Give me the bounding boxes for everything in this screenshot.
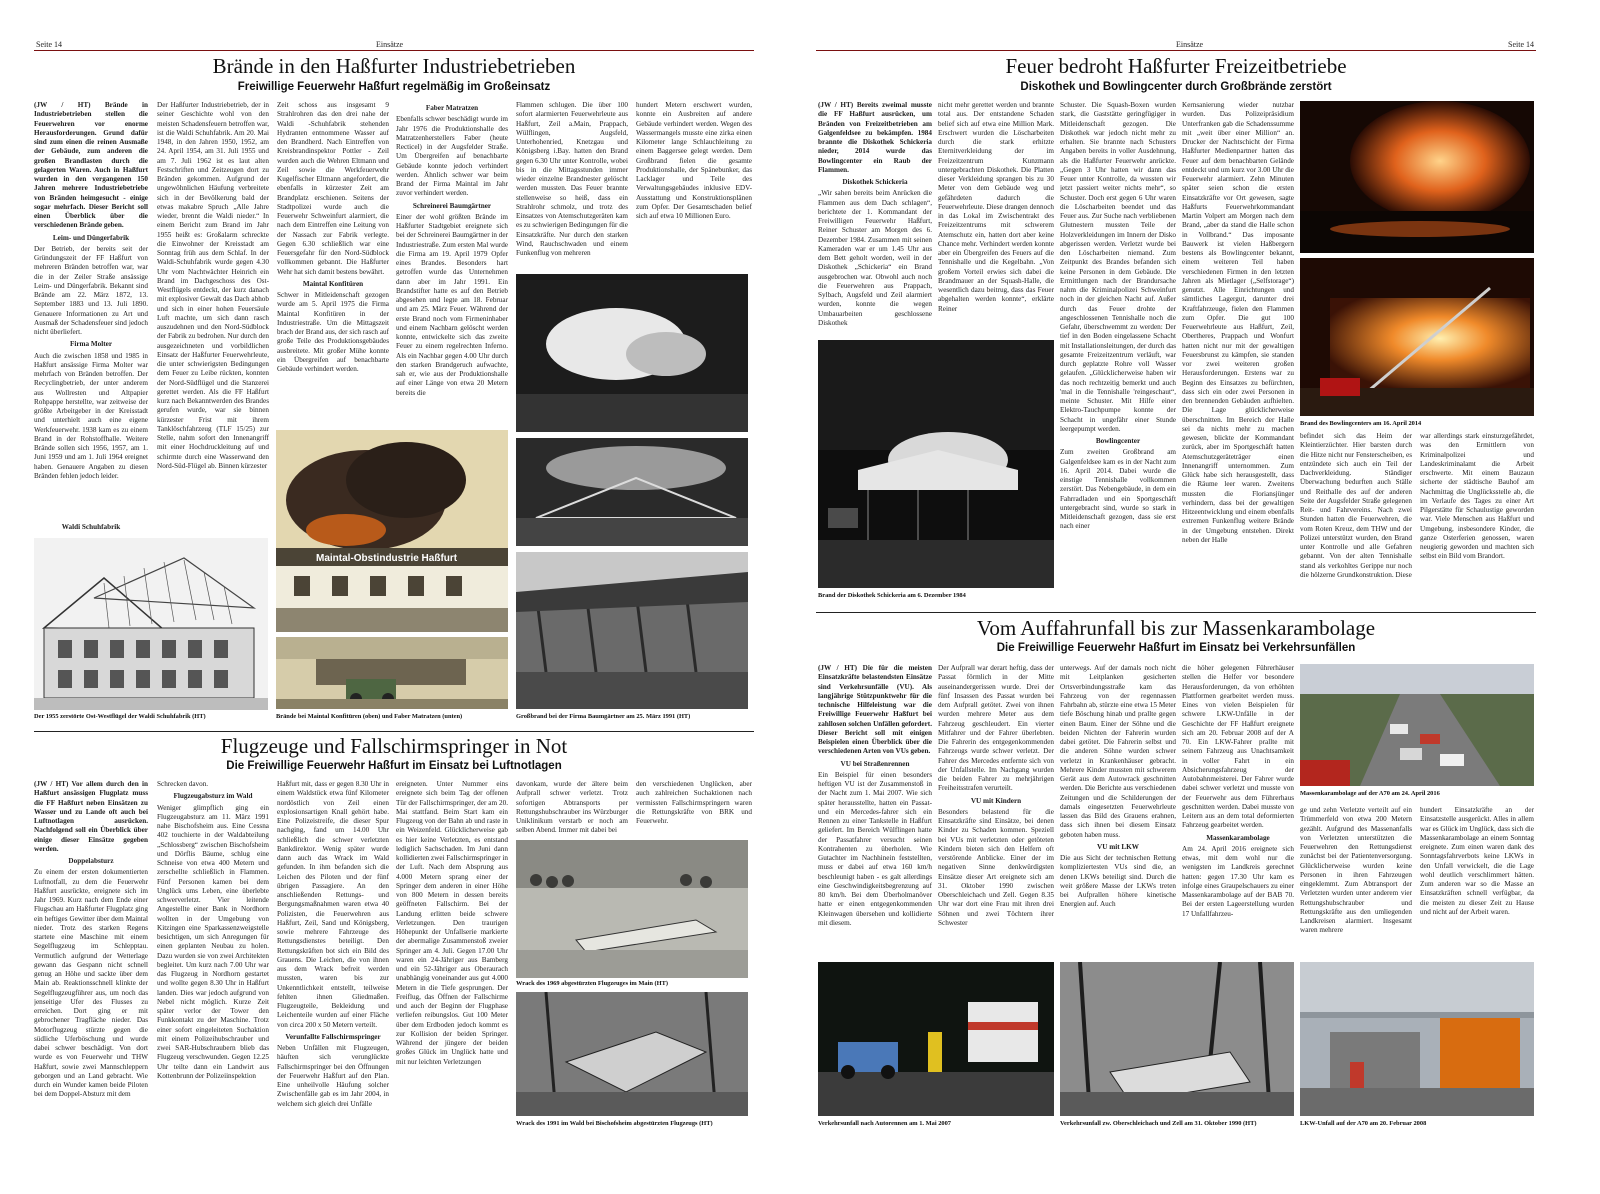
article-lead: (JW / HT) Bereits zweimal musste die FF Haßfurt ausrücken, um Bränden von Freizeitbetrieben am Galgenfeldsee zu bekämpfen. 1984 brannte die Diskothek Schickeria nieder, 2014 wurde das Bowlingcenter ein Raub der Flammen. — [818, 101, 932, 174]
paragraph: Der Betrieb, der bereits seit der Gründungszeit der FF Haßfurt von mehreren Bränden betroffen war, war die in der Zeiler Straße ansässige Leim- und Düngerfabrik. Bekannt sind Brände am 22. März 1872, 13. September 1883 und 13. Juli 1890. Genauere Informationen zu Art und Ausmaß der Schadensfeuer sind jedoch nicht überliefert. — [34, 244, 148, 336]
article-column — [1420, 432, 1534, 602]
article-column — [277, 101, 389, 423]
page-number: Seite 14 — [36, 40, 62, 49]
page-number: Seite 14 — [1508, 40, 1534, 49]
paragraph: die höher gelegenen Führerhäuser stellen die Helfer vor besondere Herausforderungen, da von erhöhten Plattformen gearbeitet werden muss. Eines von vielen Beispielen für schwere LKW-Unfälle in der Geschichte der FF Haßfurt ereignete sich am 20. Februar 2008 auf der A 70. Ein LKW-Fahrer prallte mit seinem Fahrzeug aus Unachtsamkeit in voller Fahrt in ein Absicherungsfahrzeug der Autobahnmeisterei. Der Fahrer wurde dabei schwer verletzt und musste von der Feuerwehr aus dem Führerhaus geschnitten werden. Dabei musste von Leitern aus an dem total deformierten Fahrzeug gearbeitet werden. — [1182, 664, 1294, 830]
article-column — [818, 101, 932, 333]
paragraph: Einer der wohl größten Brände im Haßfurter Stadtgebiet ereignete sich bei der Schreinerei Baumgärtner in der Industriestraße. Zum ersten Mal wurde die Firma am 19. April 1979 Opfer eines Brandes. Besonders hart getroffen wurde das Unternehmen dann aber im Jahr 1991. Ein Brandstifter hatte es auf den Betrieb abgesehen und legte am 18. Februar und am 25. März Feuer. Während der erste Brand noch vom Firmeninhaber und einem Nachbarn gelöscht werden konnte, entwickelte sich das zweite Feuer zu einem regelrechten Inferno. Als ein Nachbar gegen 4.00 Uhr durch den starken Brandgeruch aufwachte, sah er, wie aus der Produktionshalle auf einer Länge von etwa 20 Metern bereits die — [396, 212, 508, 397]
paragraph: davonkam, wurde der ältere beim Aufprall schwer verletzt. Trotz sofortigen Abtransports per Rettungshubschrauber ins Würzburger Uniklinikum verstarb er noch am selben Abend. Immer mit dabei bei — [516, 780, 628, 835]
article-column — [636, 780, 752, 836]
paragraph: Kernsanierung wieder nutzbar wurden. Das Polizeipräsidium Unterfranken gab die Schadenssumme mit „weit über einer Million“ an. Drucker der Nachtschicht der Firma Haßfurter Medienpartner hatten das Feuer auf dem benachbarten Gelände entdeckt und um kurz vor 3.00 Uhr die Feuerwehr alarmiert. Zehn Minuten später seien schon die ersten Einsatzkräfte vor Ort gewesen, sagte Haßfurts Feuerwehrkommandant Martin Volpert am Morgen nach dem Brand, „aber da stand die Halle schon in Vollbrand.“ Das imposante Bauwerk ist vielen Haßbergern bestens als Bowlingcenter bekannt, einem weiteren Teil haben verschiedenen Firmen in den letzten Jahren als Mietlager („Selfstorage“) genutzt. Alle Einrichtungen und sämtliches Lagergut, darunter drei Kraftfahrzeuge, fielen den Flammen zum Opfer. Die gut 100 Feuerwehrleute aus Haßfurt, Zeil, Obertheres, Prappach und Wonfurt hatten nicht nur mit der gewaltigen Feuersbrunst zu kämpfen, sie standen vor zwei weiteren großen Herausforderungen. Erstens war zu Beginn des Einsatzes zu befürchten, dass sich ein oder zwei Personen in den brennenden Gebäuden aufhielten. Die Lage glücklicherweise überschnitten. Im Bereich der Halle sei da nichts mehr zu machen gewesen, blickte der Kommandant zurück, aber im Sportgeschäft hatten Atemschutzgeräteträger einen Innenangriff unternommen. Zum Glück habe sich herausgestellt, dass die Räume leer waren. Zweitens mussten die Floriansjünger verhindern, dass bei der gewaltigen Hitzeentwicklung und einem ebenfalls extremen Funkenflug weitere Brände in der Umgebung entstehen. Direkt neben der Halle — [1182, 101, 1294, 544]
article-column — [1420, 806, 1534, 956]
article-lead: (JW / HT) Brände in Industriebetrieben stellen die Feuerwehren vor enorme Herausforderungen. Grund dafür sind zum einen die reinen Ausmaße der Gebäude, zum anderen die großen Brandlasten durch die gelagerten Waren. Auch in Haßfurt wurden in den vergangenen 150 Jahren mehrere Industriebetriebe von Bränden heimgesucht - einige sogar mehrfach. Dieser Bericht soll einen Überblick über die verschiedenen Brände geben. — [34, 101, 148, 230]
paragraph: Auch die zwischen 1858 und 1985 in Haßfurt ansässige Firma Molter war mehrfach von Bränden betroffen. Der Recyclingbetrieb, der unter anderem aus Wollresten und Altpapier Rohpappe herstellte, war zeitweise der größte Arbeitgeber in der Kreisstadt und unterhielt auch eine eigene Werkfeuerwehr. 1938 kam es zu einem Brand in der Rohstoffhalle. Weitere Brände sollen sich 1956, 1957, am 1. Juni 1959 und am 1. Juli 1964 ereignet haben. Genauere Angaben zu diesen Bränden fehlen jedoch leider. — [34, 351, 148, 480]
paragraph: Zeit schoss aus insgesamt 9 Strahlrohren das den drei nahe der Waldi -Schuhfabrik stehenden Hydranten entnommene Wasser auf den Brandherd. Nach Eintreffen von Kreisbrandinspektor Pottler - Zeil wurden auch die Wehren Eltmann und Zeil sowie die Werkfeuerwehr Kugelfischer Eltmann angefordert, die ebenfalls in kürzester Zeit am Brandplatz erschienen. Seitens der Stadtpolizei wurde auch die Feuerwehr Schweinfurt alarmiert, die nach dem Eintreffen eine Leitung von der Nassach zur Fabrik verlegte. Gegen 6.30 schließlich war eine Feuersgefahr für den Nord-Südblock vollkommen gebannt. Die Haßfurter Wehr hat sich damit bestens bewährt. — [277, 101, 389, 276]
subheading: VU mit LKW — [1097, 842, 1139, 851]
paragraph: den verschiedenen Unglücken, aber auch zahlreichen Suchaktionen nach vermissten Fallschirmspringern waren die Rettungskräfte von BRK und Feuerwehr. — [636, 780, 752, 825]
photo-caption: Massenkarambolage auf der A70 am 24. April 2016 — [1300, 790, 1440, 797]
article-column — [938, 664, 1054, 956]
subheading: Verunfallte Fallschirmspringer — [285, 1032, 381, 1041]
paragraph: ereigneten. Unter Nummer eins ereignete sich beim Tag der offenen Tür der Fallschirmspringer, der am 20. Mai stattfand. Beim Start kam ein Flugzeug von der Bahn ab und raste in ein Weizenfeld. Glücklicherweise gab es hier keine Verletzten, es entstand lediglich Sachschaden. Im Juni dann kollidierten zwei Fallschirmspringer in der Luft. Nach dem Absprung aus 4.000 Metern sprang einer der Springer dem anderen in einer Höhe von 800 Metern in dessen bereits geöffneten Fallschirm. Bei der Landung erlitten beide schwere Verletzungen. Den traurigen Höhepunkt der Unfallserie markierte der abermalige Zusammenstoß zweier Springer am 4. Juli. Gegen 17.00 Uhr waren ein 24-Jähriger aus Bamberg und ein 52-Jähriger aus Oberaurach unabhängig voneinander aus gut 4.000 Metern in die Tiefe gesprungen. Der Freiflug, das Öffnen der Fallschirme und auch der Beginn der Flugphase verliefen reibungslos. Gut 100 Meter über dem Erdboden jedoch kommt es zur Kollision der beiden Springer. Während der jüngere der beiden großes Glück im Unglück hatte und mit nur leichten Verletzungen — [396, 780, 508, 1066]
subheading: Faber Matratzen — [425, 104, 479, 112]
kinder-crash-photo — [1060, 962, 1294, 1116]
article-column — [1060, 664, 1176, 956]
paragraph: unterwegs. Auf der damals noch nicht mit Leitplanken gesicherten Ortsverbindungsstraße kam das Fahrzeug von der regennassen Fahrbahn ab, stürzte eine etwa 15 Meter tiefe Böschung hinab und prallte gegen einen Baum. Einer der Söhne und die beiden Nichten der Fahrerin wurden dabei getötet. Die Fahrerin selbst und die anderen Söhne wurden schwer verletzt in Krankenhäuser gebracht. Mehrere Kinder mussten mit schwerem Gerät aus dem Autowrack geschnitten werden. Die Berichte aus verschiedenen Zeitungen und die Schilderungen der damals eingesetzten Feuerwehrleute lassen das Bild des Grauens erahnen, dass sich ihnen bei diesem Einsatz geboten haben muss. — [1060, 664, 1176, 839]
baumgaertner-fire-photo-2 — [516, 438, 748, 546]
bowling-fire-photo-1 — [1300, 101, 1534, 253]
article-column — [34, 520, 148, 532]
paragraph: Der Haßfurter Industriebetrieb, der in seiner Geschichte wohl von den meisten Schadensfeuern betroffen war, ist die Waldi Schuhfabrik. Am 20. Mai 1948, in den Jahren 1950, 1952, am 24. April 1954, am 31. Juli 1955 und am 7. Juli 1962 ist es laut alten Festschriften und Zeitzeugen dort zu Bränden gekommen. Aufgrund der ungewöhnlichen Häufung verbreitete sich in der Bevölkerung bald der etwas makabre Spruch „Alle Jahre wieder, brennt die Waldi nieder.“ In einem Bericht zum Brand im Jahr 1955 heißt es: Großalarm schreckte die Einwohner der Kreisstadt am Sonntag früh aus dem Schlaf. In der Waldi-Schuhfabrik wurde gegen 4.30 Uhr vom Nachtwächter Heinrich ein Brand im Dachgeschoss des Ost-Westflügels entdeckt, der kurz danach mit explosiver Gewalt das Dach abhob und sich in einer hohen Feuersäule Luft machte, um sich dann rasch auszudehnen und den Nord-Südblock der Fabrik zu bedrohen. Nur durch den ausgezeichneten und vorbildlichen Einsatz der Haßfurter Feuerwehrleute, die unter schwierigsten Bedingungen dem Feuer zu Leibe rückten, konnten der Nord-Südflügel und die Stanzerei gerettet werden. Als die FF Haßfurt kurz nach Bekanntwerden des Brandes gerufen wurde, war sie binnen kürzester Frist mit ihrem Tanklöschfahrzeug (TLF 15/25) zur Stelle, nahm sofort den Innenangriff mit einer Hochdruckleitung auf und schirmte durch eine Wasserwand den Nord-Süd-Flügel ab. Binnen kürzester — [157, 101, 269, 470]
photo-caption: Brände bei Maintal Konfitüren (oben) und Faber Matratzen (unten) — [276, 713, 463, 720]
article-column — [818, 664, 932, 956]
photo-caption: Wrack des 1991 im Wald bei Bischofsheim abgestürzten Flugzeugs (HT) — [516, 1120, 713, 1127]
subheading: Diskothek Schickeria — [842, 178, 908, 186]
subheading: Waldi Schuhfabrik — [61, 523, 121, 531]
photo-caption: Verkehrsunfall nach Autorennen am 1. Mai 2007 — [818, 1120, 951, 1127]
faber-fire-photo — [276, 637, 508, 709]
photo-caption: LKW-Unfall auf der A70 am 20. Februar 2008 — [1300, 1120, 1427, 1127]
section-label: Einsätze — [376, 40, 404, 49]
article-column — [396, 101, 508, 423]
paragraph: Am 24. April 2016 ereignete sich etwas, mit dem wohl nur die wenigsten im Landkreis gerechnet hatten: gegen 17.30 Uhr kam es infolge eines Graupelschauers zu einer Massenkarambolage auf der BAB 70. Bei der ersten Lageerstellung wurden 17 Unfallfahrzeu- — [1182, 844, 1294, 918]
article-column — [938, 101, 1054, 333]
article-lead: (JW / HT) Die für die meisten Einsatzkräfte belastendsten Einsätze sind Verkehrsunfälle (VU). Als langjährige Stützpunktwehr für die technische Hilfeleistung war die Freiwillige Feuerwehr Haßfurt bei zahllosen solchen Unfällen gefordert. Dieser Bericht soll mit einigen Beispielen einen Überblick über die verschiedenen Arten von VUs geben. — [818, 664, 932, 756]
autorennen-crash-photo — [818, 962, 1054, 1116]
paragraph: „Wir sahen bereits beim Anrücken die Flammen aus dem Dach schlagen“, berichtete der 1. Kommandant der Freiwilligen Feuerwehr Haßfurt, Reiner Schuster am Morgen des 6. Dezember 1984. Zusammen mit seinen Kameraden war er um 1.45 Uhr aus dem Bett geholt worden, weil in der Diskothek „Schickeria“ ein Brand ausgebrochen war. Obwohl auch noch die Feuerwehren aus Prappach, Sylbach, Augsfeld und Zeil alarmiert wurden, konnte die wegen Umbauarbeiten geschlossene Diskothek — [818, 189, 932, 327]
paragraph: hundert Einsatzkräfte an der Einsatzstelle ausgerückt. Alles in allem war es Glück im Unglück, dass sich die Massenkarambolage an einem Sonntag ereignete. Zum einen waren dank des Sonntagsfahrverbots keine LKWs in den Unfall verwickelt, die die Lage wohl deutlich verschlimmert hätten. Zum anderen war so die Masse an Einsatzkräften schnell verfügbar, da die meisten zu dieser Zeit zu Hause und nicht auf der Arbeit waren. — [1420, 806, 1534, 916]
subheading: Massenkarambolage — [1206, 833, 1270, 842]
waldi-ruin-photo — [34, 538, 268, 710]
article-column — [157, 101, 269, 529]
photo-caption: Wrack des 1969 abgestürzten Flugzeuges im Main (HT) — [516, 980, 669, 987]
article-column — [1182, 664, 1294, 956]
subhead-industrie: Freiwillige Feuerwehr Haßfurt regelmäßig im Großeinsatz — [237, 81, 551, 93]
subheading: VU bei Straßenrennen — [840, 759, 910, 768]
article-lead: (JW / HT) Vor allem durch den in Haßfurt ansässigen Flugplatz muss die FF Haßfurt neben Einsätzen zu Wasser und zu Lande oft auch bei Luftnotlagen ausrücken. Nachfolgend soll ein Überblick über einige dieser Einsätze gegeben werden. — [34, 780, 148, 853]
paragraph: Der Aufprall war derart heftig, dass der Passat förmlich in der Mitte auseinandergerissen wurde. Drei der fünf Insassen des Passat wurden bei dem Aufprall getötet. Zwei von ihnen wurden mehrere Meter aus dem Fahrzeug geschleudert. Ein vierter Mitfahrer und der Fahrer überlebten. Die Fahrerin des entgegenkommenden Fahrzeugs wurde schwer verletzt. Der Fahrer des Mercedes entfernte sich von der Unfallstelle. Im Nachgang wurden die beiden Fahrer zu mehrjährigen Freiheitsstrafen verurteilt. — [938, 664, 1054, 793]
article-column — [34, 101, 148, 529]
photo-caption: Brand des Bowlingcenters am 16. April 2014 — [1300, 420, 1422, 427]
subheading: Schreinerei Baumgärtner — [412, 201, 492, 210]
article-column — [277, 780, 389, 1172]
subheading: Maintal Konfitüren — [302, 279, 364, 288]
subheading: VU mit Kindern — [970, 796, 1022, 805]
paragraph: Besonders belastend für die Einsatzkräfte sind Einsätze, bei denen Kinder zu Schaden kommen. Speziell bei VUs mit verletzten oder getöteten Kindern bieten sich den Helfern oft verstörende Anblicke. Einer der im negativen Sinne denkwürdigsten Einsätze dieser Art ereignete sich am 31. Oktober 1990 zwischen Oberschleichach und Zell. Gegen 8.35 Uhr war dort eine Frau mit ihren drei Söhnen und zwei Töchtern ihrer Schwester — [938, 807, 1054, 927]
paragraph: Ein Beispiel für einen besonders heftigen VU ist der Zusammenstoß in der Nacht zum 1. Mai 2007. Wie sich später herausstellte, hatten ein Passat- und ein Mercedes-fahrer sich ein Rennen zu einer Tankstelle in Haßfurt geliefert. Im Bereich Wülflingen hatte der Passatfahrer versucht seinen Kontrahenten zu überholen. Wie Gutachter im Nachhinein feststellten, muss er dabei auf etwa 160 km/h beschleunigt haben - es galt allerdings eine Geschwindigkeitsbegrenzung auf 80 km/h. Bei dem Überholmanöver hatte er einen entgegenkommenden Kleinwagen übersehen und kollidierte mit diesem. — [818, 770, 932, 927]
article-divider — [34, 731, 754, 732]
article-column — [1300, 806, 1412, 956]
wreck-1969-photo — [516, 840, 748, 978]
article-column — [1060, 101, 1176, 601]
subhead-verkehr: Die Freiwillige Feuerwehr Haßfurt im Einsatz bei Verkehrsunfällen — [996, 642, 1356, 654]
baumgaertner-ruin-photo — [516, 552, 748, 709]
subheading: Bowlingcenter — [1095, 437, 1141, 445]
right-page — [800, 0, 1600, 1194]
headline-industrie: Brände in den Haßfurter Industriebetrieben — [212, 54, 576, 78]
article-column — [396, 780, 508, 1172]
paragraph: Neben Unfällen mit Flugzeugen, häuften sich verunglückte Fallschirmspringer bei den Öffnungen der Feuerwehr Haßfurt auf den Plan. Eine unheilvolle Häufung solcher Zwischenfälle gab es im Jahr 2004, in welchem sich gleich drei Unfälle — [277, 1044, 389, 1108]
paragraph: Haßfurt mit, dass er gegen 8.30 Uhr in einem Waldstück etwa fünf Kilometer nordöstlich von Zeil einen explosionsartigen Knall gehört habe. Eine Polizeistreife, die dieser Spur nachging, fand um 14.00 Uhr schließlich die schwer verletzten Bankdirektor. Wenig später wurde dann auch das Wrack im Wald gefunden. In ihm befanden sich die Leichen des Piloten und der fünf übrigen Passagiere. An den anschließenden Rettungs- und Bergungsmaßnahmen waren etwa 40 Polizisten, die Feuerwehren aus Haßfurt, Zeil, Sand und Königsberg, sowie mehrere Fahrzeuge des Rettungsdienstes beteiligt. Den Rettungskräften bot sich ein Bild des Grauens. Die Leichen, die von ihnen aus dem Wrack befreit werden mussten, waren bis zur Unkenntlichkeit entstellt, teilweise fehlten ihnen Gliedmaßen. Flugzeugteile, Bekleidung und Leichenteile wurden auf einer Fläche von circa 200 x 50 Metern verteilt. — [277, 780, 389, 1029]
subheading: Firma Molter — [69, 340, 113, 349]
paragraph: nicht mehr gerettet werden und brannte total aus. Der entstandene Schaden belief sich auf etwa eine Million Mark. Erschwert wurden die Löscharbeiten durch die stark erhitzte Eternitverkleidung der im Freizeitzentrum Kunzmann untergebrachten Diskothek. Die Platten dieser Verkleidung sprangen bis zu 30 Meter von dem Gebäude weg und gefährdeten dadurch die Feuerwehrleute. Diese drangen dennoch in das Lokal im Zwischentrakt des Freizeitzentrums mit schwerem Atemschutz ein, hatten dort aber keine Chance mehr. Verhindert werden konnte aber ein Übergreifen des Feuers auf die Tennishalle und die Kegelbahn. „Von großem Vorteil erwies sich dabei die Brandmauer an der Squash-Halle, die wesentlich dazu beitrug, dass das Feuer abgehalten werden konnte“, erklärte Reiner — [938, 101, 1054, 313]
paragraph: Zu einem der ersten dokumentierten Luftnotfall, zu dem die Feuerwehr Haßfurt ausrückte, ereignete sich im Jahr 1969. Kurz nach dem Ende einer Flugschau am Haßfurter Flugplatz ging ein heftiges Gewitter über dem Maintal nieder. Trotz des starken Regens startete eine Maschine mit einem Segelflugzeug im Schlepptau. Vermutlich aufgrund der Wetterlage gewann das Gespann nicht schnell genug an Höhe und sackte über dem Main ab. Reaktionsschnell klinkte der Segelflugzeugführer aus, um noch das jenseitige Ufer des Flusses zu erreichen. Dort ging er mit gebrochener Tragfläche nieder. Das Motorflugzeug stürzte gegen die südliche Uferböschung und wurde dabei schwer beschädigt. Von dort wurde es von Feuerwehr und THW Haßfurt, sowie zwei Mannschleppern geborgen und an Land gebracht. Wie durch ein Wunder kamen beide Piloten bei dem Doppel-Absturz mit dem — [34, 868, 148, 1099]
subhead-luftnotlagen: Die Freiwillige Feuerwehr Haßfurt im Einsatz bei Luftnotlagen — [226, 760, 562, 772]
factory-sign: Maintal-Obstindustrie Haßfurt — [316, 553, 458, 564]
headline-luftnotlagen: Flugzeuge und Fallschirmspringer in Not — [220, 734, 568, 758]
maintal-fire-photo — [276, 430, 508, 632]
subheading: Leim- und Düngerfabrik — [52, 233, 130, 242]
baumgaertner-fire-photo-1 — [516, 274, 748, 432]
subheading: Doppelabsturz — [68, 857, 114, 865]
photo-caption: Verkehrsunfall zw. Oberschleichach und Zell am 31. Oktober 1990 (HT) — [1060, 1120, 1257, 1127]
article-column — [34, 780, 148, 1172]
paragraph: ge und zehn Verletzte verteilt auf ein Trümmerfeld von etwa 200 Metern gezählt. Aufgrund des Massenanfalls von Verletzten unterstützten die Feuerwehren den Rettungsdienst zunächst bei der Patientenversorgung. Glücklicherweise wurden keine Personen in ihren Fahrzeugen eingeklemmt. Zum Abtransport der Verletzten wurden unter anderem vier Rettungshubschrauber und Rettungskräfte aus den umliegenden Landkreisen alarmiert. Insgesamt waren mehrere — [1300, 806, 1412, 935]
paragraph: hundert Metern erschwert wurden, konnte ein Ausbreiten auf andere Gebäude verhindert werden. Wegen des Wassermangels musste eine zirka einen Kilometer lange Schlauchleitung zu einem Baggersee gelegt werden. Dem Großbrand fielen die gesamte Produktionshalle, der Spänebunker, das Lacklager und Teile des Verwaltungsgebäudes inklusive EDV-Ausstattung und Konstruktionsplänen zum Opfer. Der Gesamtschaden belief sich auf etwa 10 Millionen Euro. — [636, 101, 752, 220]
photo-caption: Der 1955 zerstörte Ost-Westflügel der Waldi Schuhfabrik (HT) — [34, 713, 206, 720]
subheading: Flugzeugabsturz im Wald — [173, 792, 253, 801]
lkw-crash-photo — [1300, 962, 1534, 1116]
header-rule — [816, 50, 1536, 51]
photo-caption: Brand der Diskothek Schickeria am 6. Dezember 1984 — [818, 592, 966, 599]
paragraph: Schuster. Die Squash-Boxen wurden stark, die Gaststätte geringfügiger in Mitleidenschaft gezogen. Die Diskothek war jedoch nicht mehr zu erhalten. Sie brannte nach Schusters Angaben bereits in voller Ausdehnung, als die Haßfurter Feuerwehr anrückte. „Gegen 3 Uhr hatten wir dann das Feuer unter Kontrolle, da wussten wir jetzt passiert weiter nichts mehr“, so Schuster. Doch erst gegen 6 Uhr waren die Löscharbeiten beendet und das Feuer aus. Zur Suche nach verbliebenen Glutnestern mussten Teile der Holzverkleidungen im Innern der Disko abgerissen werden. Verletzt wurde bei den Löscharbeiten niemand. Zum Zeitpunkt des Brandes befanden sich keine Personen in dem Gebäude. Die Ermittlungen nach der Brandursache nahm die Kriminalpolizei Schweinfurt noch in der gleichen Nacht auf. Außer durch das Feuer drohte der angeschlossenen Tennishalle noch die Gefahr, überschwemmt zu werden: Der tief in den Boden eingelassene Schacht mit Installationsleitungen, der durch das gesamte Freizeitzentrum verläuft, war durch geplatzte Rohre voll Wasser gelaufen. „Glücklicherweise haben wir das noch rechtzeitig bemerkt und auch 'mal in die Tennishalle 'reingeschaut“, meinte Schuster. Mit Hilfe einer Elektro-Tauchpumpe konnte der Schacht in ungefähr einer Stunde leergepumpt werden. — [1060, 101, 1176, 433]
paragraph: Schrecken davon. — [157, 780, 209, 788]
article-column — [1300, 432, 1412, 602]
paragraph: befindet sich das Heim der Kleintierzüchter. Hier barsten durch die Hitze nicht nur Fensterscheiben, es entzündete sich auch ein Teil der Dachverkleidung. Ständiger Überwachung bedurften auch Ställe und Reithalle des auf der anderen Seite der Augsfelder Straße gelegenen Reit- und Fahrvereins. Nach zwei Stunden hatten die Feuerwehren, die vom Roten Kreuz, dem THW und der Polizei unterstützt wurden, den Brand unter Kontrolle und alle Gefahren gebannt. Von der alten Tennishalle stand als verkohltes Gerippe nur noch die hölzerne Grundkonstruktion. Diese — [1300, 432, 1412, 579]
article-column — [157, 780, 269, 1172]
article-column — [516, 101, 628, 269]
wreck-1991-photo — [516, 992, 748, 1116]
section-label: Einsätze — [1176, 40, 1204, 49]
subhead-freizeit: Diskothek und Bowlingcenter durch Großbrände zerstört — [1020, 81, 1332, 93]
header-rule — [34, 50, 754, 51]
article-column — [1182, 101, 1294, 601]
paragraph: Weniger glimpflich ging ein Flugzeugabsturz am 11. März 1991 nahe Bischofsheim aus. Eine Cessna 402 touchierte in der Waldabteilung „Schlossberg“ zwischen Bischofsheim und Dörflis Bäume, schlug eine Schneise von etwa 400 Metern und zerschellte schließlich in Flammen. Fünf Personen kamen bei dem Unglück ums Leben, eine überlebte schwerverletzt. Vier leitende Angestellte einer Bank in Nordhorn wollten in der Umgebung von Kitzingen eine Sparkassenzweigstelle besichtigen, um sich Anregungen für einen geplanten Neubau zu holen. Dazu wurden sie von zwei Architekten begleitet. Um kurz nach 7.00 Uhr war das Flugzeug in Nordhorn gestartet und wollte gegen 8.30 Uhr in Haßfurt landen. Dies war jedoch aufgrund von Nebel nicht möglich. Kurze Zeit später verlor der Tower den Funkkontakt zu der Maschine. Trotz einer sofort eingeleiteten Suchaktion mit einem Polizeihubschrauber und zwei SAR-Hubschraubern blieb das Flugzeug verschwunden. Gegen 12.25 Uhr teilte dann ein Landwirt aus Kottenbrunn der Polizeiinspektion — [157, 803, 269, 1080]
article-column — [636, 101, 752, 269]
massenkarambolage-photo — [1300, 664, 1534, 786]
paragraph: Flammen schlugen. Die über 100 sofort alarmierten Feuerwehrleute aus Haßfurt, Zeil a.Main, Prappach, Wülflingen, Augsfeld, Unterhohenried, Knetzgau und Königsberg i.Bay. hatten den Brand gegen 6.30 Uhr unter Kontrolle, wobei bis in die Mittagsstunden immer wieder einzelne Brandnester gelöscht werden mussten. Das Feuer brannte stellenweise so heiß, dass ein Strahlrohr schmolz, und trotz des Einsatzes von Atemschutzgeräten kam es zu schwierigen Bedingungen für die Einsatzkräfte. Nur durch den starken Wind, Rauchschwaden und einem Funkenflug von mehreren — [516, 101, 628, 257]
bowling-fire-photo-2 — [1300, 258, 1534, 416]
disko-fire-photo — [818, 340, 1054, 588]
paragraph: Ebenfalls schwer beschädigt wurde im Jahr 1976 die Produktionshalle des Matratzenherstellers Faber (heute Recticel) in der Augsfelder Straße. Um Übergreifen auf benachbarte Gebäude konnte jedoch verhindert werden. Ähnlich schwer war beim Brand der Firma Maintal im Jahr zuvor verhindert werden. — [396, 115, 508, 198]
paragraph: Zum zweiten Großbrand am Galgenfeldsee kam es in der Nacht zum 16. April 2014. Dabei wurde die einstige Tennishalle vollkommen zerstört. Das Nebengebäude, in dem ein Fahrradladen und ein Sportgeschäft untergebracht sind, wurde so stark in Mitleidenschaft gezogen, dass sie erst nach einer — [1060, 448, 1176, 531]
paragraph: Schwer in Mitleidenschaft gezogen wurde am 5. April 1975 die Firma Maintal Konfitüren in der Industriestraße. Um die Mittagszeit brach der Brand aus, der sich rasch auf große Teile des Produktionsgebäudes ausbreitete. Mit großer Mühe konnte ein Übergreifen auf benachbarte Gebäude verhindert werden. — [277, 291, 389, 373]
headline-verkehr: Vom Auffahrunfall bis zur Massenkarambolage — [976, 616, 1376, 640]
headline-freizeit: Feuer bedroht Haßfurter Freizeitbetriebe — [1005, 54, 1347, 78]
paragraph: war allerdings stark einsturzgefährdet, was den Ermittlern von Kriminalpolizei und Landeskriminalamt die Arbeit erschwerte. Mit einem Bauzaun sicherte der städtische Bauhof am Nachmittag die Unglücksstelle ab, die im Verlaufe des Tages zu einer Art Pilgerstätte für Schaulustige geworden war. Viele Menschen aus Haßfurt und Umgebung, insbesondere Kinder, die ganze Osterferien genossen, waren neugierig geworden und machten sich selbst ein Bild vom Brandort. — [1420, 432, 1534, 561]
article-column — [516, 780, 628, 836]
photo-caption: Großbrand bei der Firma Baumgärtner am 25. März 1991 (HT) — [516, 713, 691, 720]
paragraph: Die aus Sicht der technischen Rettung kompliziertesten VUs sind die, an denen LKWs beteiligt sind. Durch die weit größere Masse der LKWs treten bei Aufprallen höhere kinetische Energien auf. Auch — [1060, 854, 1176, 909]
article-divider — [816, 612, 1536, 613]
